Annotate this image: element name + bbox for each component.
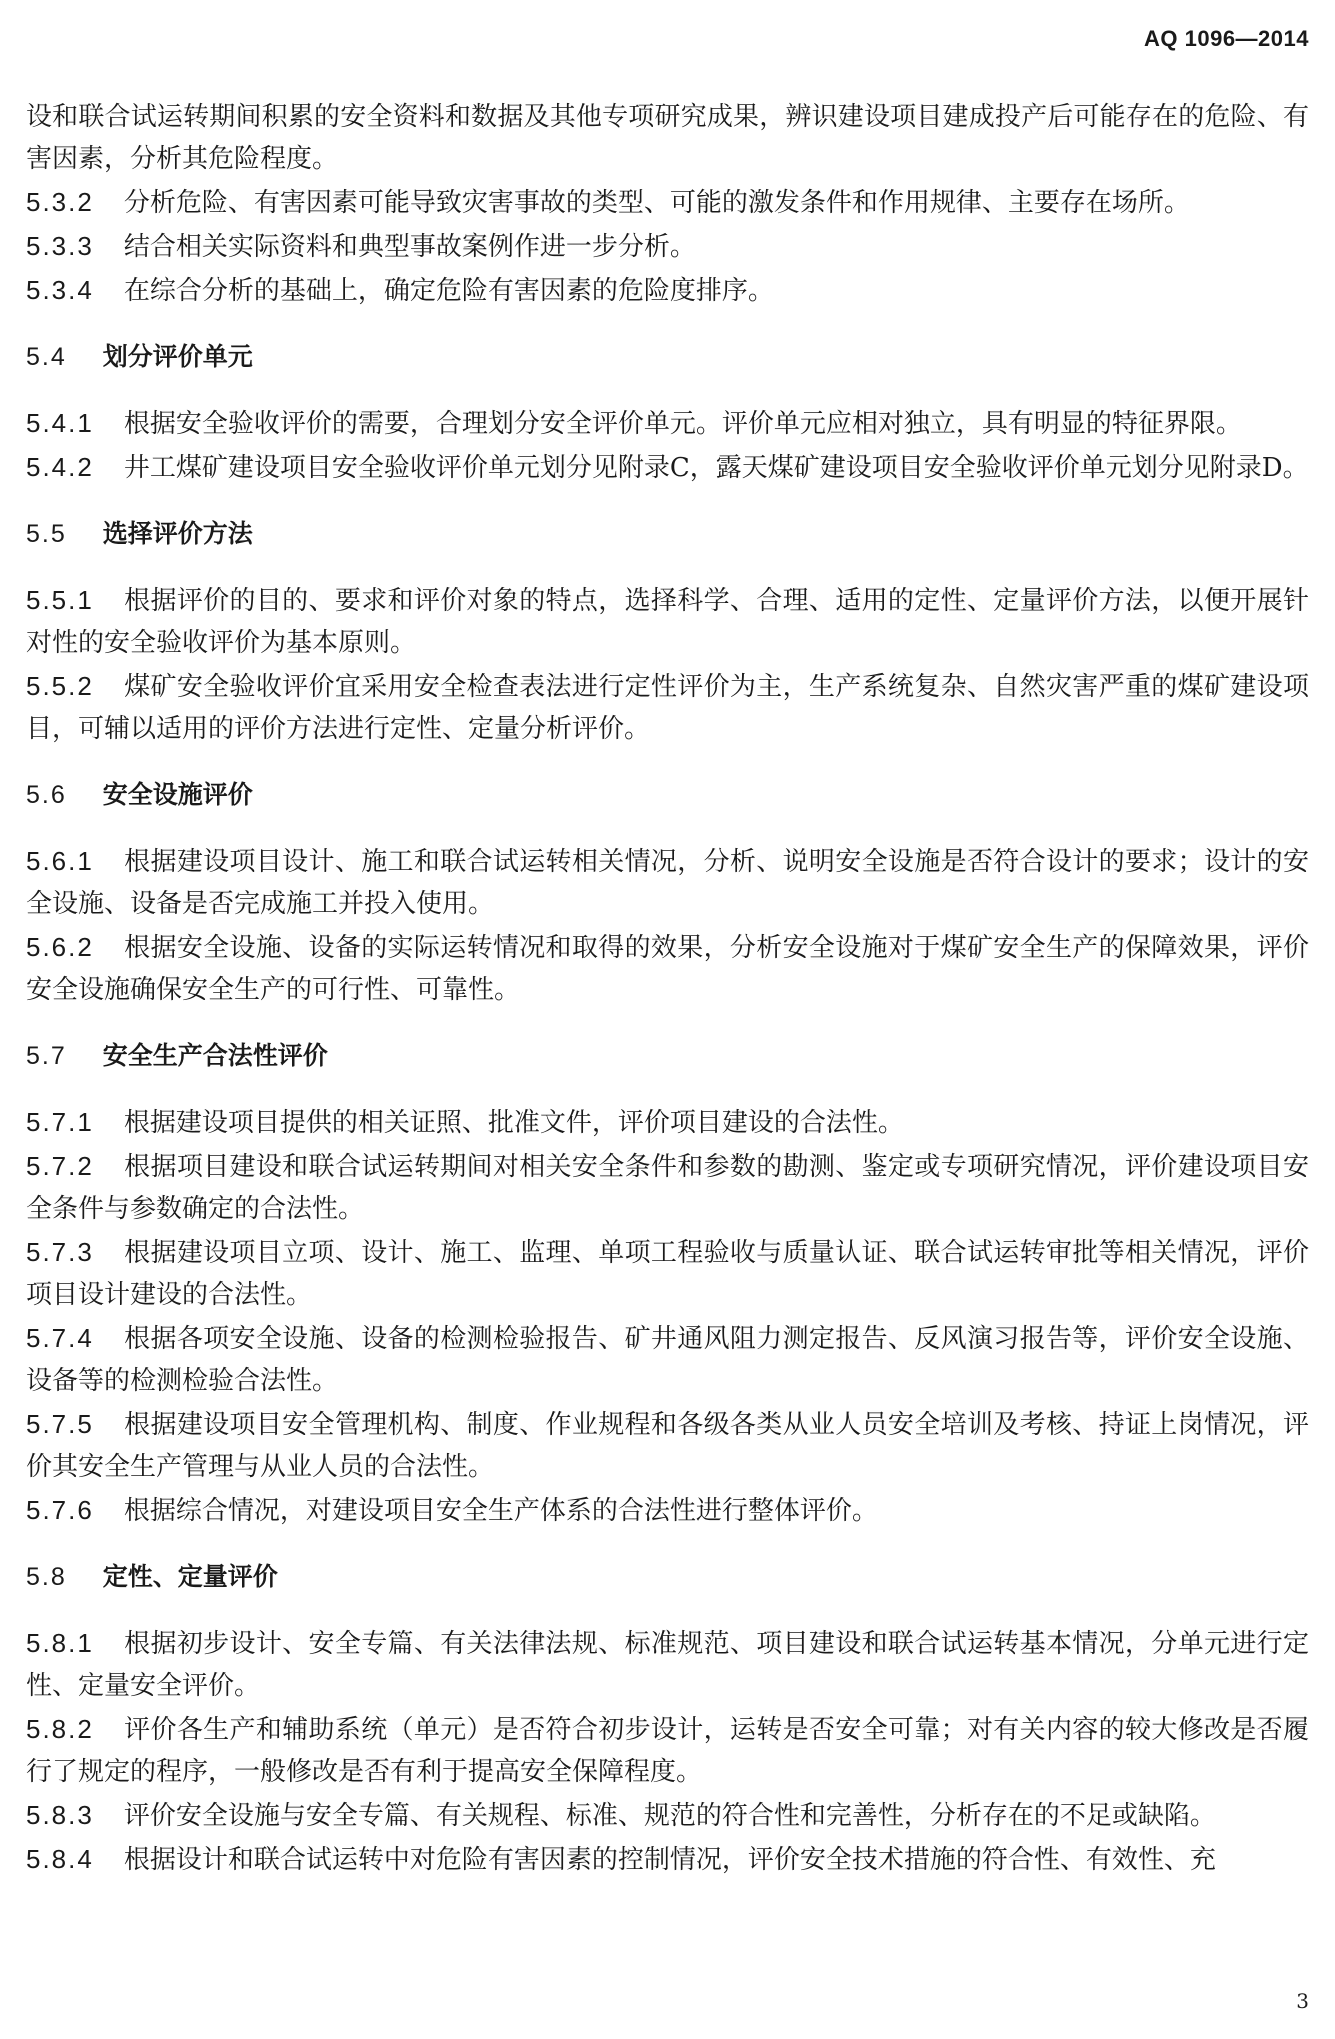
clause-text: 根据建设项目安全管理机构、制度、作业规程和各级各类从业人员安全培训及考核、持证上岗情况，评价其安全生产管理与从业人员的合法性。 xyxy=(26,1410,1309,1482)
clause-number: 5.8.3 xyxy=(26,1800,94,1830)
section-heading xyxy=(26,774,1309,816)
clause-number: 5.3.3 xyxy=(26,231,94,261)
clause xyxy=(26,1403,1309,1488)
clause-number: 5.8.1 xyxy=(26,1628,94,1658)
clause-text: 在综合分析的基础上，确定危险有害因素的危险度排序。 xyxy=(123,276,774,306)
clause-number: 5.3.2 xyxy=(26,187,94,217)
section-title: 选择评价方法 xyxy=(102,519,253,548)
clause-text: 根据综合情况，对建设项目安全生产体系的合法性进行整体评价。 xyxy=(123,1496,878,1526)
section-title: 安全生产合法性评价 xyxy=(102,1041,328,1070)
section-heading xyxy=(26,513,1309,555)
clause-text: 根据建设项目立项、设计、施工、监理、单项工程验收与质量认证、联合试运转审批等相关情况，评价项目设计建设的合法性。 xyxy=(26,1238,1309,1310)
clause-number: 5.7.4 xyxy=(26,1323,94,1353)
section-heading xyxy=(26,1035,1309,1077)
section-number: 5.6 xyxy=(26,781,67,809)
clause-text: 根据设计和联合试运转中对危险有害因素的控制情况，评价安全技术措施的符合性、有效性、充 xyxy=(123,1845,1216,1875)
clause-text: 煤矿安全验收评价宜采用安全检查表法进行定性评价为主，生产系统复杂、自然灾害严重的煤矿建设项目，可辅以适用的评价方法进行定性、定量分析评价。 xyxy=(26,672,1309,744)
clause-number: 5.7.5 xyxy=(26,1409,94,1439)
clause-text: 根据项目建设和联合试运转期间对相关安全条件和参数的勘测、鉴定或专项研究情况，评价建设项目安全条件与参数确定的合法性。 xyxy=(26,1152,1309,1224)
clause-number: 5.6.1 xyxy=(26,846,94,876)
clause xyxy=(26,181,1309,224)
clause xyxy=(26,665,1309,750)
clause-text: 根据评价的目的、要求和评价对象的特点，选择科学、合理、适用的定性、定量评价方法，以便开展针对性的安全验收评价为基本原则。 xyxy=(26,586,1309,658)
clause xyxy=(26,1231,1309,1316)
clause-number: 5.5.1 xyxy=(26,585,94,615)
clause-text: 结合相关实际资料和典型事故案例作进一步分析。 xyxy=(123,232,696,262)
clause xyxy=(26,1317,1309,1402)
clause-text: 根据初步设计、安全专篇、有关法律法规、标准规范、项目建设和联合试运转基本情况，分单元进行定性、定量安全评价。 xyxy=(26,1629,1309,1701)
clause xyxy=(26,1708,1309,1793)
clause-number: 5.7.6 xyxy=(26,1495,94,1525)
clause-text: 分析危险、有害因素可能导致灾害事故的类型、可能的激发条件和作用规律、主要存在场所。 xyxy=(123,188,1190,218)
intro-paragraph: 设和联合试运转期间积累的安全资料和数据及其他专项研究成果，辨识建设项目建成投产后可能存在的危险、有害因素，分析其危险程度。 xyxy=(26,102,1309,174)
clause-number: 5.3.4 xyxy=(26,275,94,305)
clause-number: 5.7.3 xyxy=(26,1237,94,1267)
clause-number: 5.5.2 xyxy=(26,671,94,701)
clause xyxy=(26,579,1309,664)
section-heading xyxy=(26,336,1309,378)
clause-text: 根据安全验收评价的需要，合理划分安全评价单元。评价单元应相对独立，具有明显的特征界限。 xyxy=(123,409,1242,439)
clause xyxy=(26,1145,1309,1230)
clause xyxy=(26,1622,1309,1707)
clause-text: 根据建设项目提供的相关证照、批准文件，评价项目建设的合法性。 xyxy=(123,1108,904,1138)
section-number: 5.4 xyxy=(26,343,67,371)
clause xyxy=(26,1838,1309,1881)
section-number: 5.8 xyxy=(26,1563,67,1591)
section-title: 定性、定量评价 xyxy=(102,1562,278,1591)
clauses-5-3 xyxy=(26,181,1309,312)
section-number: 5.5 xyxy=(26,520,67,548)
clause xyxy=(26,446,1309,489)
section-title: 安全设施评价 xyxy=(102,780,253,809)
clause xyxy=(26,926,1309,1011)
clause xyxy=(26,225,1309,268)
section-number: 5.7 xyxy=(26,1042,67,1070)
clause xyxy=(26,1794,1309,1837)
clause-text: 评价安全设施与安全专篇、有关规程、标准、规范的符合性和完善性，分析存在的不足或缺陷。 xyxy=(123,1801,1216,1831)
clause-number: 5.4.2 xyxy=(26,452,94,482)
section-heading xyxy=(26,1556,1309,1598)
clause-number: 5.6.2 xyxy=(26,932,94,962)
standard-code: AQ 1096—2014 xyxy=(1144,26,1309,51)
page-number: 3 xyxy=(1296,1989,1309,2013)
clause xyxy=(26,840,1309,925)
clause-text: 根据各项安全设施、设备的检测检验报告、矿井通风阻力测定报告、反风演习报告等，评价安全设施、设备等的检测检验合法性。 xyxy=(26,1324,1309,1396)
clause-text: 根据安全设施、设备的实际运转情况和取得的效果，分析安全设施对于煤矿安全生产的保障效果，评价安全设施确保安全生产的可行性、可靠性。 xyxy=(26,933,1309,1005)
clause-number: 5.4.1 xyxy=(26,408,94,438)
clause xyxy=(26,402,1309,445)
clause xyxy=(26,1101,1309,1144)
clause-number: 5.8.4 xyxy=(26,1844,94,1874)
clause-number: 5.7.2 xyxy=(26,1151,94,1181)
section-title: 划分评价单元 xyxy=(102,342,253,371)
clause xyxy=(26,269,1309,312)
clause-text: 井工煤矿建设项目安全验收评价单元划分见附录C，露天煤矿建设项目安全验收评价单元划分见附录D。 xyxy=(123,453,1309,483)
clause-text: 评价各生产和辅助系统（单元）是否符合初步设计，运转是否安全可靠；对有关内容的较大修改是否履行了规定的程序，一般修改是否有利于提高安全保障程度。 xyxy=(26,1715,1309,1787)
clause-number: 5.8.2 xyxy=(26,1714,94,1744)
clause-number: 5.7.1 xyxy=(26,1107,94,1137)
clause-text: 根据建设项目设计、施工和联合试运转相关情况，分析、说明安全设施是否符合设计的要求；设计的安全设施、设备是否完成施工并投入使用。 xyxy=(26,847,1309,919)
document-body xyxy=(26,96,1309,1882)
clause xyxy=(26,1489,1309,1532)
